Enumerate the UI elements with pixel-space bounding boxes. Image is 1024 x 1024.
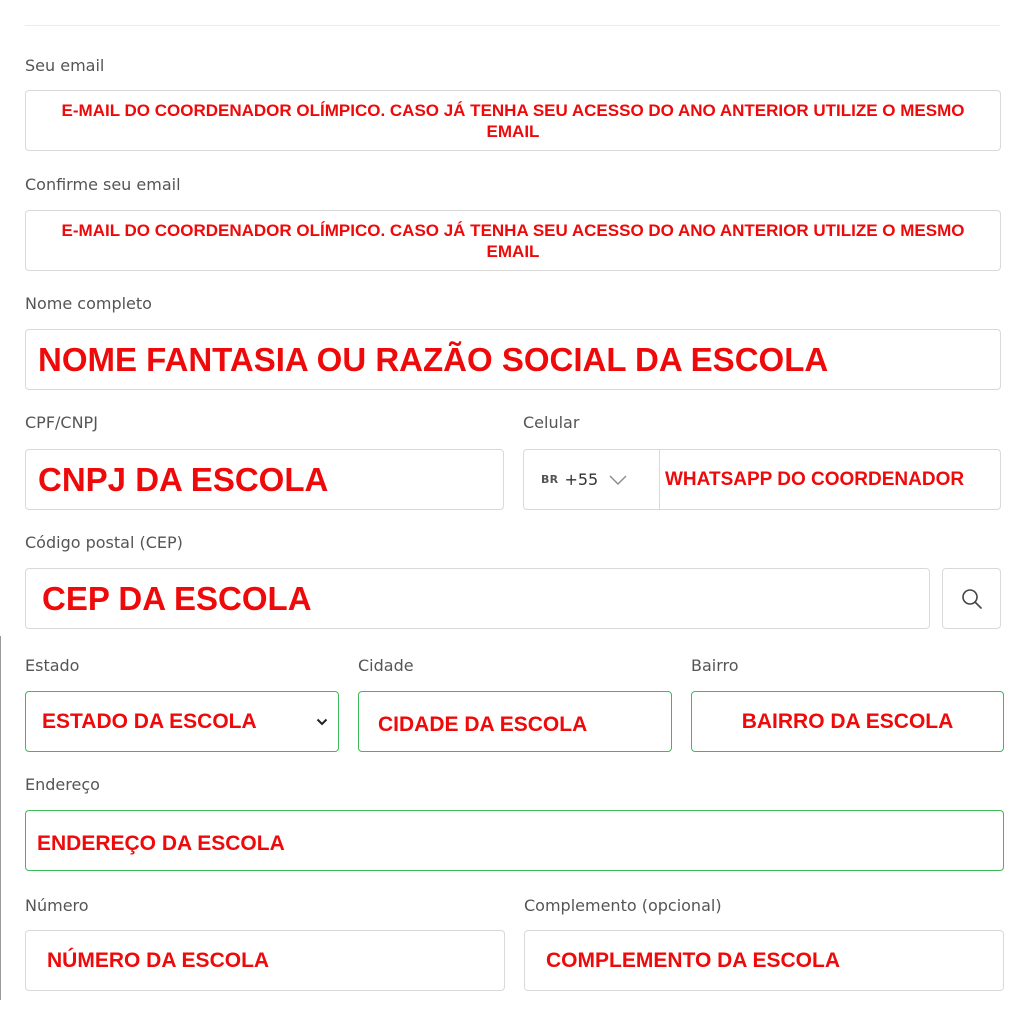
- cpf-cnpj-value: CNPJ DA ESCOLA: [38, 460, 329, 498]
- chevron-down-icon: [316, 718, 328, 726]
- district-value: BAIRRO DA ESCOLA: [741, 709, 954, 733]
- state-value: ESTADO DA ESCOLA: [42, 709, 257, 733]
- country-code-select[interactable]: [524, 450, 660, 509]
- postal-code-label: Código postal (CEP): [25, 533, 183, 552]
- address-label: Endereço: [25, 775, 100, 794]
- state-label: Estado: [25, 656, 80, 675]
- postal-code-value: CEP DA ESCOLA: [42, 579, 312, 617]
- email-label: Seu email: [25, 56, 105, 75]
- top-divider: [25, 25, 1000, 26]
- search-cep-button[interactable]: [942, 568, 1001, 629]
- phone-value: WHATSAPP DO COORDENADOR: [665, 468, 965, 490]
- complement-label: Complemento (opcional): [524, 896, 722, 915]
- country-flag: BR: [541, 473, 559, 486]
- full-name-value: NOME FANTASIA OU RAZÃO SOCIAL DA ESCOLA: [38, 340, 829, 378]
- confirm-email-label: Confirme seu email: [25, 175, 181, 194]
- number-field[interactable]: [25, 930, 505, 991]
- postal-code-field[interactable]: [25, 568, 930, 629]
- confirm-email-value: E-MAIL DO COORDENADOR OLÍMPICO. CASO JÁ TENHA SEU ACESSO DO ANO ANTERIOR UTILIZE O MESMO EMAIL: [61, 220, 965, 261]
- phone-label: Celular: [523, 413, 580, 432]
- district-field[interactable]: [691, 691, 1004, 752]
- full-name-field[interactable]: [25, 329, 1001, 390]
- confirm-email-field[interactable]: [25, 210, 1001, 271]
- district-label: Bairro: [691, 656, 739, 675]
- dial-code: +55: [564, 470, 599, 489]
- number-value: NÚMERO DA ESCOLA: [47, 948, 270, 972]
- city-value: CIDADE DA ESCOLA: [378, 712, 588, 736]
- left-rule: [0, 636, 1, 1000]
- phone-input[interactable]: [660, 450, 1000, 509]
- city-label: Cidade: [358, 656, 414, 675]
- cpf-cnpj-field[interactable]: [25, 449, 504, 510]
- chevron-down-icon: [608, 474, 628, 486]
- complement-field[interactable]: [524, 930, 1004, 991]
- number-label: Número: [25, 896, 89, 915]
- search-icon: [960, 587, 984, 611]
- full-name-label: Nome completo: [25, 294, 152, 313]
- phone-field: [523, 449, 1001, 510]
- cpf-cnpj-label: CPF/CNPJ: [25, 413, 98, 432]
- complement-value: COMPLEMENTO DA ESCOLA: [546, 948, 841, 972]
- email-field[interactable]: [25, 90, 1001, 151]
- address-value: ENDEREÇO DA ESCOLA: [37, 831, 285, 855]
- state-select[interactable]: [25, 691, 339, 752]
- address-field[interactable]: [25, 810, 1004, 871]
- city-field[interactable]: [358, 691, 672, 752]
- email-value: E-MAIL DO COORDENADOR OLÍMPICO. CASO JÁ TENHA SEU ACESSO DO ANO ANTERIOR UTILIZE O MESMO EMAIL: [61, 100, 965, 141]
